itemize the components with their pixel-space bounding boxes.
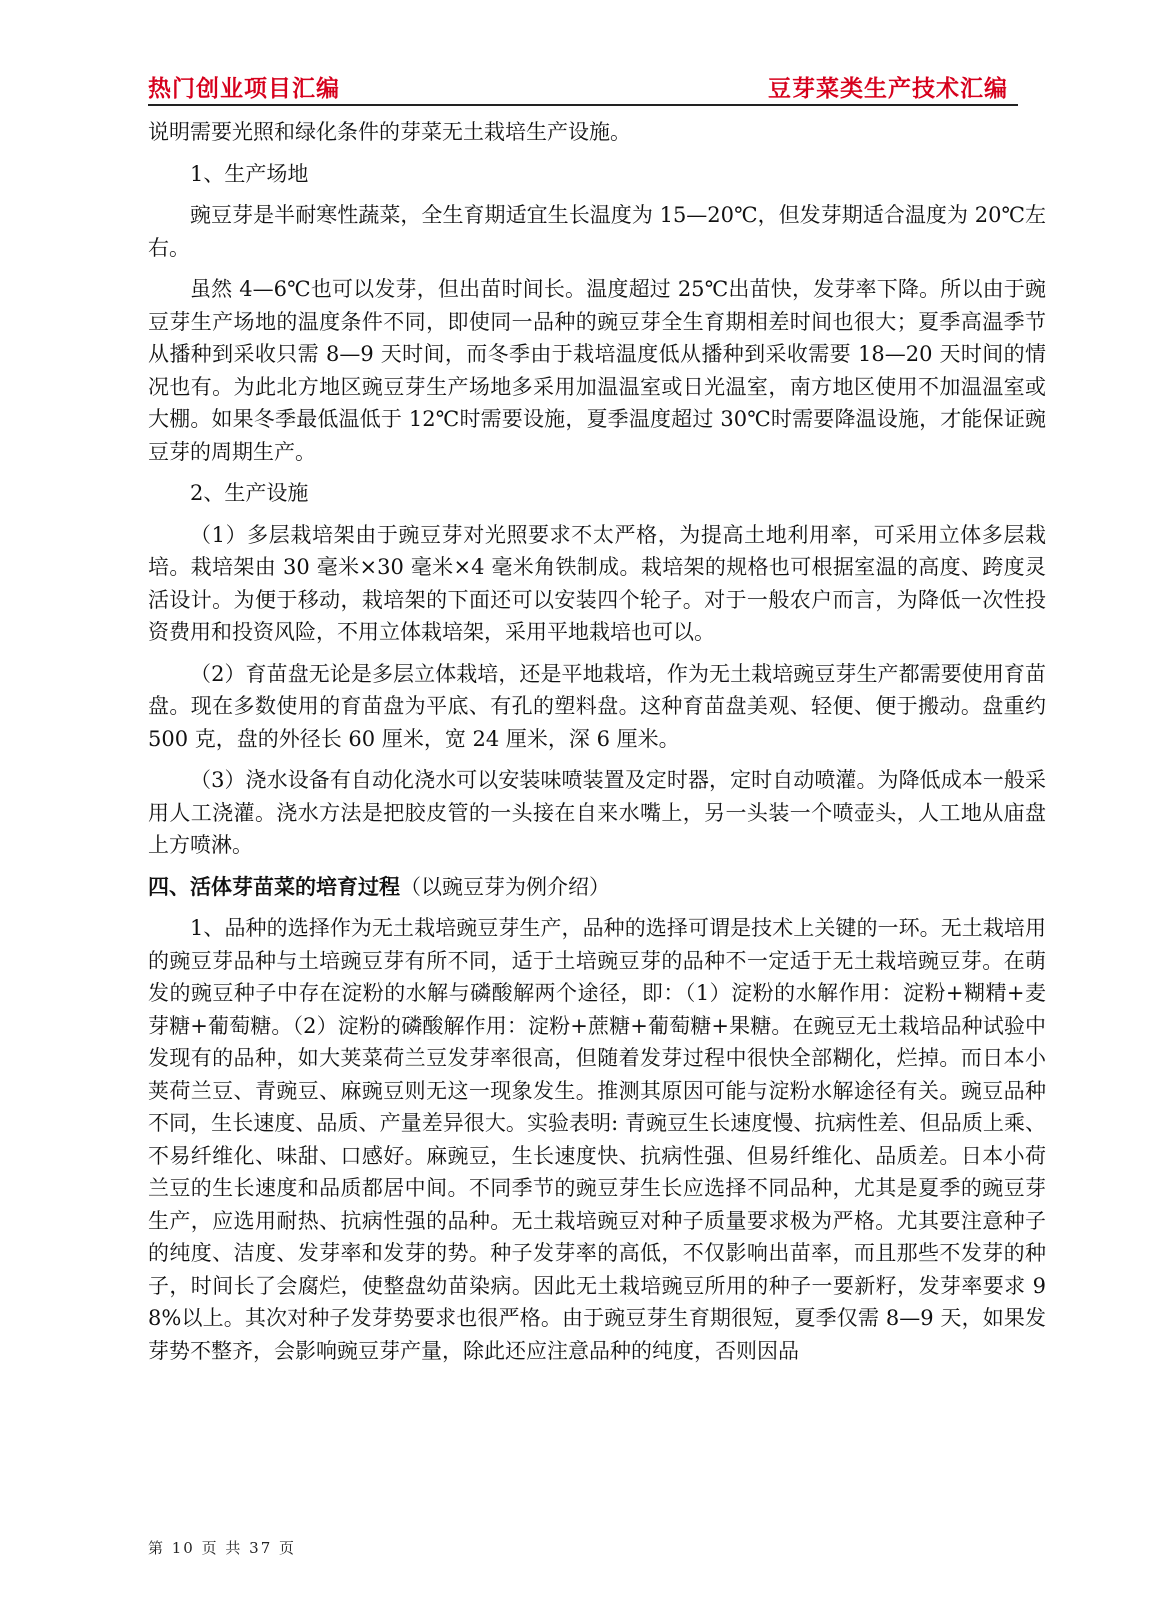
subheading-production-facilities: 2、生产设施 [190,481,309,505]
paragraph: 1、品种的选择作为无土栽培豌豆芽生产，品种的选择可谓是技术上关键的一环。无土栽培用的豌豆芽品种与土培豌豆芽有所不同，适于土培豌豆芽的品种不一定适于无土栽培豌豆芽。在萌发的豌豆种子中存在淀粉的水解与磷酸解两个途径，即：（1）淀粉的水解作用：淀粉+糊精+麦芽糖+葡萄糖。（2）淀粉的磷酸解作用：淀粉+蔗糖+葡萄糖+果糖。在豌豆无土栽培品种试验中发现有的品种，如大荚菜荷兰豆发芽率很高，但随着发芽过程中很快全部糊化，烂掉。而日本小荚荷兰豆、青豌豆、麻豌豆则无这一现象发生。推测其原因可能与淀粉水解途径有关。豌豆品种不同，生长速度、品质、产量差异很大。实验表明: 青豌豆生长速度慢、抗病性差、但品质上乘、不易纤维化、味甜、口感好。麻豌豆，生长速度快、抗病性强、但易纤维化、品质差。日本小荷兰豆的生长速度和品质都居中间。不同季节的豌豆芽生长应选择不同品种，尤其是夏季的豌豆芽生产，应选用耐热、抗病性强的品种。无土栽培豌豆对种子质量要求极为严格。尤其要注意种子的纯度、洁度、发芽率和发芽的势。种子发芽率的高低，不仅影响出苗率，而且那些不发芽的种子，时间长了会腐烂，使整盘幼苗染病。因此无土栽培豌豆所用的种子一要新籽，发芽率要求 98%以上。其次对种子发芽势要求也很严格。由于豌豆芽生育期很短，夏季仅需 8—9 天，如果发芽势不整齐，会影响豌豆芽产量，除此还应注意品种的纯度，否则因品 [148,916,1046,1363]
subheading-production-site: 1、生产场地 [190,161,309,186]
paragraph: （2）育苗盘无论是多层立体栽培，还是平地栽培，作为无土栽培豌豆芽生产都需要使用育苗盘。现在多数使用的育苗盘为平底、有孔的塑料盘。这种育苗盘美观、轻便、便于搬动。盘重约 500 克，盘的外径长 60 厘米，宽 24 厘米，深 6 厘米。 [148,661,1046,751]
document-body [148,116,1046,1376]
paragraph: 豌豆芽是半耐寒性蔬菜，全生育期适宜生长温度为 15—20℃，但发芽期适合温度为 20℃左右。 [148,203,1046,260]
section-heading [148,871,1046,904]
header-left-title: 热门创业项目汇编 [148,76,340,102]
page-header [148,66,1018,106]
page-number-footer: 第 10 页 共 37 页 [148,1539,297,1557]
section-heading-bold: 四、活体芽苗菜的培育过程 [148,874,400,899]
section-heading-note: （以豌豆芽为例介绍） [400,874,610,899]
header-right-title: 豆芽菜类生产技术汇编 [768,76,1008,102]
paragraph: （1）多层栽培架由于豌豆芽对光照要求不太严格，为提高土地利用率，可采用立体多层栽培。栽培架由 30 毫米×30 毫米×4 毫米角铁制成。栽培架的规格也可根据室温的高度、跨度灵活设计。为便于移动，栽培架的下面还可以安装四个轮子。对于一般农户而言，为降低一次性投资费用和投资风险，不用立体栽培架，采用平地栽培也可以。 [148,522,1046,644]
paragraph: 说明需要光照和绿化条件的芽菜无土栽培生产设施。 [148,120,631,144]
paragraph: 虽然 4—6℃也可以发芽，但出苗时间长。温度超过 25℃出苗快，发芽率下降。所以由于豌豆芽生产场地的温度条件不同，即使同一品种的豌豆芽全生育期相差时间也很大；夏季高温季节从播种到采收只需 8—9 天时间，而冬季由于栽培温度低从播种到采收需要 18—20 天时间的情况也有。为此北方地区豌豆芽生产场地多采用加温温室或日光温室，南方地区使用不加温温室或大棚。如果冬季最低温低于 12℃时需要设施，夏季温度超过 30℃时需要降温设施，才能保证豌豆芽的周期生产。 [148,277,1046,464]
paragraph: （3）浇水设备有自动化浇水可以安装味喷装置及定时器，定时自动喷灌。为降低成本一般采用人工浇灌。浇水方法是把胶皮管的一头接在自来水嘴上，另一头装一个喷壶头，人工地从庙盘上方喷淋。 [148,768,1046,857]
